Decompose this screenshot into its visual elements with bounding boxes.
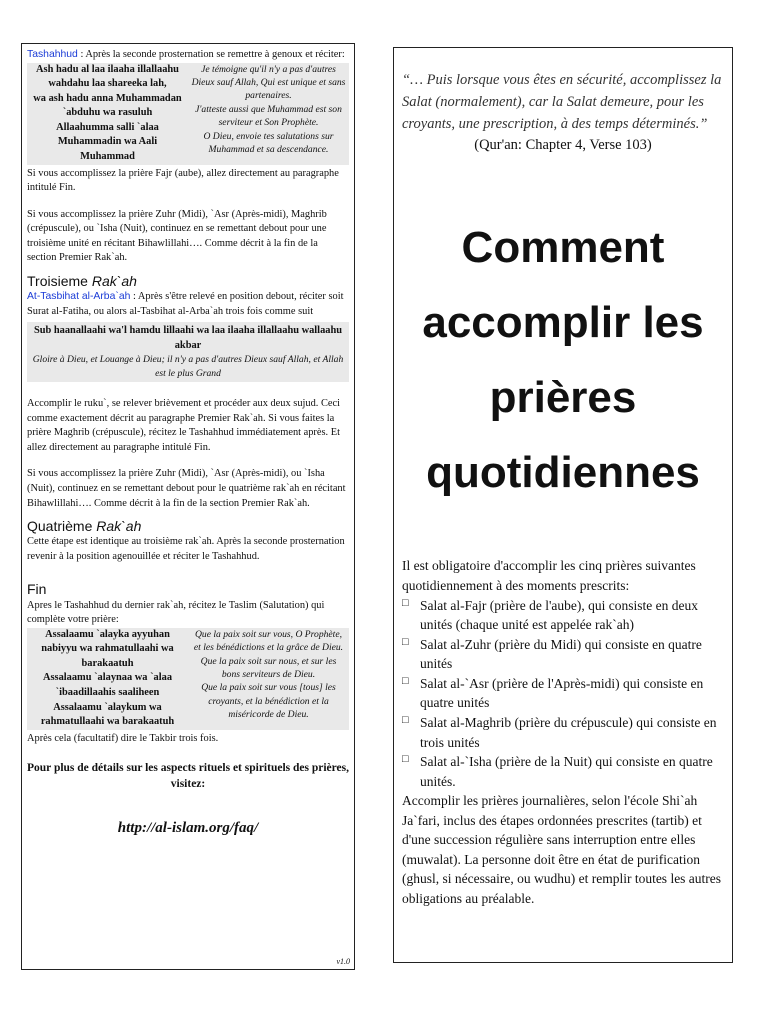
tashahhud-fr-line: J'atteste aussi que Muhammad est son serviteur et Son Prophète. xyxy=(195,103,342,129)
closing-text: Accomplir les prières journalières, selon l'école Shi`ah Ja`fari, inclus des étapes ordonnées prescrites (tartib) et d'une succession régulière sans interruption entre elles (muwalat). La personne doit être en état de purification (ghusl, si nécessaire, ou wudhu) et remplir toutes les autres obligations au préalable. xyxy=(402,793,722,907)
tashahhud-arabic xyxy=(27,63,188,165)
prayer-list xyxy=(402,596,724,792)
title-line: prières xyxy=(489,372,637,422)
paragraph-fourth: Si vous accomplissez la prière Zuhr (Midi), `Asr (Après-midi), ou `Isha (Nuit), continuez en se remettant debout pour le quatrième rak`ah en récitant Bihawlillahi…. Comme décrit à la fin de la section Premier Rak`ah. xyxy=(27,468,346,509)
tashahhud-ar-line: Ash hadu al laa ilaaha illallaahu wahdahu laa shareeka lah, xyxy=(36,63,179,90)
fin-heading: Fin xyxy=(27,581,47,598)
title-line: accomplir les xyxy=(422,298,704,348)
taslim-arabic xyxy=(27,628,188,730)
tashahhud-fr-line: Je témoigne qu'il n'y a pas d'autres Dieux sauf Allah, Qui est unique et sans partenaires. xyxy=(191,63,346,102)
paragraph-fajr: Si vous accomplissez la prière Fajr (aube), allez directement au paragraphe intitulé Fin. xyxy=(27,167,339,194)
third-title-italic: Rak`ah xyxy=(91,272,137,289)
title-line: quotidiennes xyxy=(426,447,700,497)
taslim-ar-line: Assalaamu `alayka ayyuhan nabiyyu wa rahmatullaahi wa barakaatuh xyxy=(41,628,174,669)
tasbihat-title: At-Tasbihat al-Arba`ah xyxy=(27,291,131,303)
fourth-rakah-heading xyxy=(27,517,349,535)
third-rakah-heading xyxy=(27,272,349,290)
prayer-item: □ Salat al-Zuhr (prière du Midi) qui consiste en quatre unités xyxy=(402,635,724,674)
tashahhud-french xyxy=(188,63,349,165)
tashahhud-intro-text: : Après la seconde prosternation se remettre à genoux et réciter: xyxy=(77,49,345,60)
quran-quote: “… Puis lorsque vous êtes en sécurité, accomplissez la Salat (normalement), car la Salat demeure, pour les croyants, une prescription, à des temps déterminés.” xyxy=(402,72,722,132)
paragraph-zuhr: Si vous accomplissez la prière Zuhr (Midi), `Asr (Après-midi), Maghrib (crépuscule), ou `Isha (Nuit), continuez en se remettant debout pour une troisième unité en récitant Bihawlillahi…. Comme décrit à la fin de la section Premier Rak`ah. xyxy=(27,208,327,264)
prayer-item: □ Salat al-Maghrib (prière du crépuscule) qui consiste en trois unités xyxy=(402,713,724,752)
taslim-fr-line: Que la paix soit sur vous, O Prophète, et les bénédictions et la grâce de Dieu. xyxy=(193,628,344,654)
quote-reference: (Qur'an: Chapter 4, Verse 103) xyxy=(474,137,652,154)
more-info: Pour plus de détails sur les aspects rituels et spirituels des prières, visitez: xyxy=(27,762,349,791)
third-title: Troisieme xyxy=(27,272,92,289)
prayer-item: □ Salat al-Fajr (prière de l'aube), qui consiste en deux unités (chaque unité est appelée rak`ah) xyxy=(402,596,724,635)
paragraph-fourth-2: Cette étape est identique au troisième rak`ah. Après la seconde prosternation revenir à la position agenouillée et réciter le Tashahhud. xyxy=(27,536,345,562)
tasbihat-arabic: Sub haanallaahi wa'l hamdu lillaahi wa laa ilaaha illallaahu wallaahu akbar xyxy=(33,325,343,351)
paragraph-takbir: Après cela (facultatif) dire le Takbir trois fois. xyxy=(27,732,219,744)
version-label: v1.0 xyxy=(336,956,350,966)
tashahhud-title: Tashahhud xyxy=(27,49,78,60)
intro-text: Il est obligatoire d'accomplir les cinq prières suivantes quotidiennement à des moments prescrits: xyxy=(402,558,696,594)
paragraph-fin: Apres le Tashahhud du dernier rak`ah, récitez le Taslim (Salutation) qui complète votre prière: xyxy=(27,599,325,626)
prayer-item: □ Salat al-`Isha (prière de la Nuit) qui consiste en quatre unités. xyxy=(402,752,724,791)
tashahhud-block xyxy=(27,63,349,165)
prayer-item: □ Salat al-`Asr (prière de l'Après-midi) qui consiste en quatre unités xyxy=(402,674,724,713)
fourth-title-italic: Rak`ah xyxy=(96,518,142,535)
tasbihat-intro xyxy=(27,290,349,319)
taslim-block xyxy=(27,628,349,730)
website-link[interactable]: http://al-islam.org/faq/ xyxy=(117,820,259,837)
taslim-fr-line: Que la paix soit sur vous [tous] les croyants, et la bénédiction et la miséricorde de Dieu. xyxy=(201,682,336,721)
taslim-ar-line: Assalaamu `alaynaa wa `alaa `ibaadillaahis saaliheen xyxy=(42,672,173,698)
tashahhud-ar-line: wa ash hadu anna Muhammadan `abduhu wa rasuluh xyxy=(33,92,182,119)
fourth-title: Quatrième xyxy=(27,518,97,535)
tashahhud-fr-line: O Dieu, envoie tes salutations sur Muhammad et sa descendance. xyxy=(203,130,334,156)
taslim-fr-line: Que la paix soit sur nous, et sur les bons serviteurs de Dieu. xyxy=(200,655,337,680)
cover-title xyxy=(402,211,724,510)
right-panel xyxy=(393,47,733,963)
tashahhud-ar-line: Allaahumma salli `alaa Muhammadin wa Aali Muhammad xyxy=(56,121,159,162)
left-panel xyxy=(21,43,355,970)
paragraph-ruku: Accomplir le ruku`, se relever brièvement et procéder aux deux sujud. Ceci comme exactement décrit au paragraphe Premier Rak`ah. Si vous faites la prière Maghrib (crépuscule), récitez le Tashahhud immédiatement après. Et allez directement au paragraphe intitulé Fin. xyxy=(27,398,341,453)
tasbihat-block xyxy=(27,322,349,382)
tashahhud-intro xyxy=(27,48,349,63)
tasbihat-text: : Après s'être relevé en position debout, réciter soit Surat al-Fatiha, ou alors al-Tasbihat al-Arba`ah trois fois comme suit xyxy=(27,291,344,317)
taslim-french xyxy=(188,628,349,730)
title-line: Comment xyxy=(461,223,665,273)
tasbihat-french: Gloire à Dieu, et Louange à Dieu; il n'y a pas d'autres Dieux sauf Allah, et Allah est le plus Grand xyxy=(32,354,344,379)
taslim-ar-line: Assalaamu `alaykum wa rahmatullaahi wa barakaatuh xyxy=(40,701,175,728)
